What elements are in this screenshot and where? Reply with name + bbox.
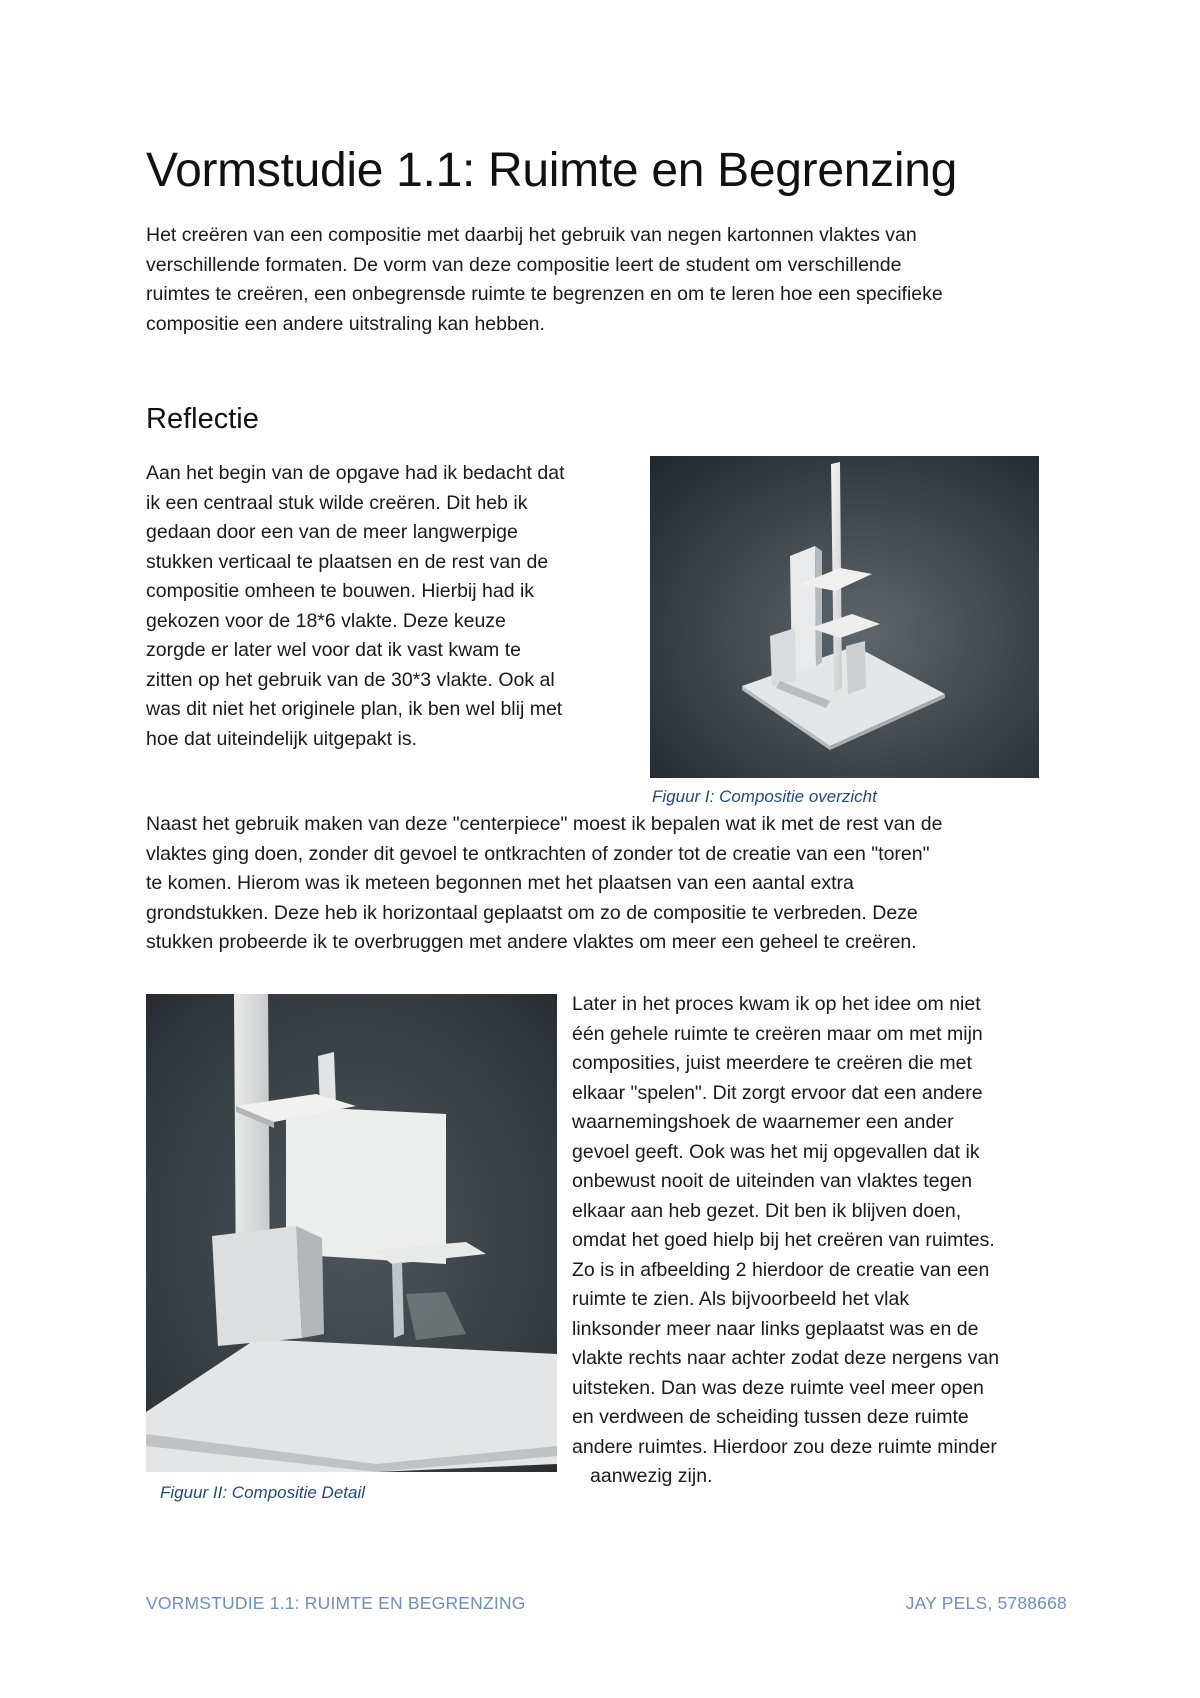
paragraph-line: uitsteken. Dan was deze ruimte veel meer open [572, 1376, 984, 1399]
figure-1-caption: Figuur I: Compositie overzicht [652, 787, 877, 806]
figure-2-caption: Figuur II: Compositie Detail [160, 1483, 366, 1502]
paragraph-line: gekozen voor de 18*6 vlakte. Deze keuze [146, 609, 506, 632]
paragraph-line: Zo is in afbeelding 2 hierdoor de creatie van een [572, 1258, 990, 1281]
paragraph-line: was dit niet het originele plan, ik ben wel blij met [146, 698, 563, 720]
paragraph-line: zorgde er later wel voor dat ik vast kwam te [146, 639, 521, 661]
composition-overview-image [650, 456, 1039, 778]
intro-line: compositie een andere uitstraling kan hebben. [146, 312, 545, 335]
paragraph-line: elkaar "spelen". Dit zorgt ervoor dat een andere [572, 1081, 983, 1104]
page-title: Vormstudie 1.1: Ruimte en Begrenzing [146, 144, 957, 197]
paragraph-line: omdat het goed hielp bij het creëren van ruimtes. [572, 1229, 995, 1251]
paragraph-line: te komen. Hierom was ik meteen begonnen met het plaatsen van een aantal extra [146, 872, 854, 894]
paragraph-line: vlakte rechts naar achter zodat deze nergens van [572, 1347, 1000, 1369]
paragraph-line: Naast het gebruik maken van deze "centerpiece" moest ik bepalen wat ik met de rest van de [146, 813, 943, 835]
paragraph-line: aanwezig zijn. [590, 1465, 713, 1487]
paragraph-line: en verdween de scheiding tussen deze ruimte [572, 1406, 969, 1428]
intro-line: ruimtes te creëren, een onbegrensde ruimte te begrenzen en om te leren hoe een specifieke [146, 283, 943, 305]
paragraph-line: vlaktes ging doen, zonder dit gevoel te ontkrachten of zonder tot de creatie van een "toren" [146, 842, 930, 865]
paragraph-line: linksonder meer naar links geplaatst was en de [572, 1317, 979, 1340]
intro-line: verschillende formaten. De vorm van deze compositie leert de student om verschillende [146, 253, 902, 276]
paragraph-line: gedaan door een van de meer langwerpige [146, 521, 518, 543]
reflection-paragraph-1 [146, 459, 646, 754]
paragraph-line: één gehele ruimte te creëren maar om met mijn [572, 1022, 983, 1045]
paragraph-line: composities, juist meerdere te creëren die met [572, 1052, 972, 1074]
paragraph-line: grondstukken. Deze heb ik horizontaal geplaatst om zo de compositie te verbreden. Deze [146, 901, 918, 924]
paragraph-line: stukken verticaal te plaatsen en de rest van de [146, 550, 549, 573]
paragraph-line: compositie omheen te bouwen. Hierbij had ik [146, 580, 535, 602]
paragraph-line: andere ruimtes. Hierdoor zou deze ruimte minder [572, 1435, 997, 1458]
paragraph-line: onbewust nooit de uiteinden van vlaktes tegen [572, 1170, 973, 1192]
figure-1-photo [650, 456, 1039, 778]
footer-document-title: VORMSTUDIE 1.1: RUIMTE EN BEGRENZING [146, 1593, 526, 1613]
paragraph-line: gevoel geeft. Ook was het mij opgevallen dat ik [572, 1140, 980, 1163]
figure-2-photo [146, 994, 557, 1472]
intro-line: Het creëren van een compositie met daarbij het gebruik van negen kartonnen vlaktes van [146, 224, 917, 246]
paragraph-line: ruimte te zien. Als bijvoorbeeld het vlak [572, 1288, 910, 1310]
paragraph-line: Aan het begin van de opgave had ik bedacht dat [146, 462, 565, 484]
reflection-paragraph-3 [572, 990, 1072, 1492]
paragraph-line: Later in het proces kwam ik op het idee om niet [572, 993, 981, 1015]
footer-author: JAY PELS, 5788668 [905, 1593, 1067, 1613]
paragraph-line: elkaar aan heb gezet. Dit ben ik blijven doen, [572, 1199, 962, 1222]
reflection-paragraph-2 [146, 810, 1071, 958]
paragraph-line: hoe dat uiteindelijk uitgepakt is. [146, 727, 418, 750]
composition-detail-image [146, 994, 557, 1472]
intro-paragraph [146, 221, 1071, 339]
section-heading-reflectie: Reflectie [146, 403, 259, 435]
paragraph-line: stukken probeerde ik te overbruggen met andere vlaktes om meer een geheel te creëren. [146, 931, 917, 953]
paragraph-line: zitten op het gebruik van de 30*3 vlakte. Ook al [146, 668, 555, 691]
paragraph-line: waarnemingshoek de waarnemer een ander [572, 1111, 954, 1133]
paragraph-line: ik een centraal stuk wilde creëren. Dit heb ik [146, 491, 528, 514]
